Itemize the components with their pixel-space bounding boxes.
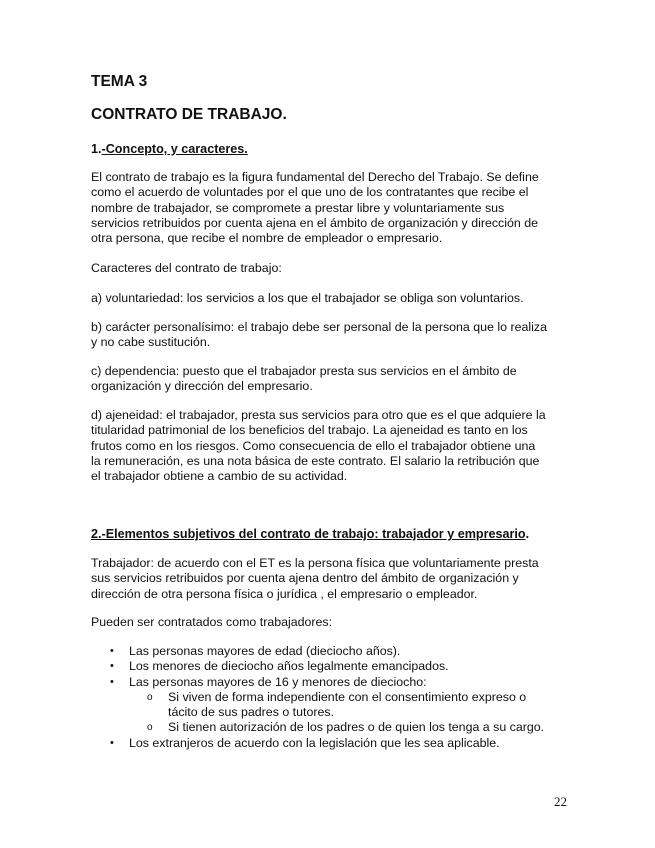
section-1-number: 1. — [91, 142, 102, 156]
text-line: Pueden ser contratados como trabajadores: — [91, 615, 333, 629]
list-item — [91, 659, 581, 674]
text-line: sus servicios retribuidos por cuenta ajena dentro del ámbito de organización y — [91, 571, 519, 586]
caracter-a — [91, 291, 581, 306]
text-line: b) carácter personalísimo: el trabajo debe ser personal de la persona que lo realiza — [91, 320, 547, 334]
bullet-icon: • — [110, 736, 114, 749]
text-line: el trabajador obtiene a cambio de su actividad. — [91, 469, 348, 484]
text-line: como el acuerdo de voluntades por el que uno de los contratantes que recibe el — [91, 185, 529, 200]
text-line: nombre de trabajador, se compromete a prestar libre y voluntariamente sus — [91, 200, 505, 215]
caracter-c — [91, 364, 581, 395]
bullet-icon: • — [110, 675, 114, 688]
sub-list-item — [129, 720, 581, 735]
section-1-title: -Concepto, y caracteres. — [101, 142, 248, 156]
text-line: El contrato de trabajo es la figura fundamental del Derecho del Trabajo. Se define — [91, 170, 539, 184]
text-line: otra persona, que recibe el nombre de empleador o empresario. — [91, 231, 443, 246]
list-item-text: Las personas mayores de 16 y menores de dieciocho: — [129, 674, 427, 689]
caracteres-label — [91, 261, 581, 276]
text-line: la remuneración, es una nota básica de este contrato. El salario la retribución que — [91, 453, 540, 468]
text-line: tácito de sus padres o tutores. — [168, 705, 334, 720]
bullet-icon: • — [110, 660, 114, 673]
text-line: Trabajador: de acuerdo con el ET es la persona física que voluntariamente presta — [91, 556, 539, 570]
text-line: Si viven de forma independiente con el consentimiento expreso o — [168, 689, 527, 704]
page-title: CONTRATO DE TRABAJO. — [91, 106, 287, 123]
text-line: Caracteres del contrato de trabajo: — [91, 261, 282, 275]
section-1-heading — [91, 142, 248, 156]
sub-list — [129, 690, 581, 736]
text-line: organización y dirección del empresario. — [91, 379, 313, 394]
text-line: dirección de otra persona física o jurídica , el empresario o empleador. — [91, 586, 478, 601]
trabajadores-list — [91, 644, 581, 751]
section-2-period: . — [525, 527, 530, 541]
text-line: c) dependencia: puesto que el trabajador presta sus servicios en el ámbito de — [91, 364, 517, 378]
text-line: titularidad patrimonial de los beneficios del trabajo. La ajeneidad es tanto en los — [91, 423, 528, 438]
page-number: 22 — [554, 794, 567, 809]
list-item-text: Los extranjeros de acuerdo con la legislación que les sea aplicable. — [129, 735, 500, 750]
bullet-icon: • — [110, 645, 114, 657]
circle-bullet-icon: o — [147, 691, 153, 703]
chapter-label: TEMA 3 — [91, 73, 148, 90]
circle-bullet-icon: o — [147, 722, 153, 734]
caracter-b — [91, 320, 581, 351]
text-line: a) voluntariedad: los servicios a los que el trabajador se obliga son voluntarios. — [91, 291, 524, 305]
trabajador-definition — [91, 556, 581, 602]
sub-list-item — [129, 690, 581, 721]
list-item-text: Los menores de dieciocho años legalmente emancipados. — [129, 659, 449, 674]
text-line: frutos como en los riesgos. Como consecuencia de ello el trabajador obtiene una — [91, 438, 536, 453]
text-line: d) ajeneidad: el trabajador, presta sus servicios para otro que es el que adquiere la — [91, 408, 546, 422]
list-item-text: Las personas mayores de edad (dieciocho años). — [129, 644, 401, 658]
list-item — [91, 736, 581, 751]
pueden-label — [91, 615, 581, 630]
section-1-intro — [91, 170, 581, 246]
text-line: Si tienen autorización de los padres o de quien los tenga a su cargo. — [168, 720, 545, 735]
section-2-title: 2.-Elementos subjetivos del contrato de trabajo: trabajador y empresario — [91, 527, 526, 541]
section-2-heading — [91, 527, 529, 541]
text-line: y no cabe sustitución. — [91, 335, 211, 350]
list-item — [91, 644, 581, 659]
list-item — [91, 675, 581, 736]
caracter-d — [91, 408, 581, 484]
text-line: servicios retribuidos por cuenta ajena en el ámbito de organización y dirección de — [91, 215, 539, 230]
